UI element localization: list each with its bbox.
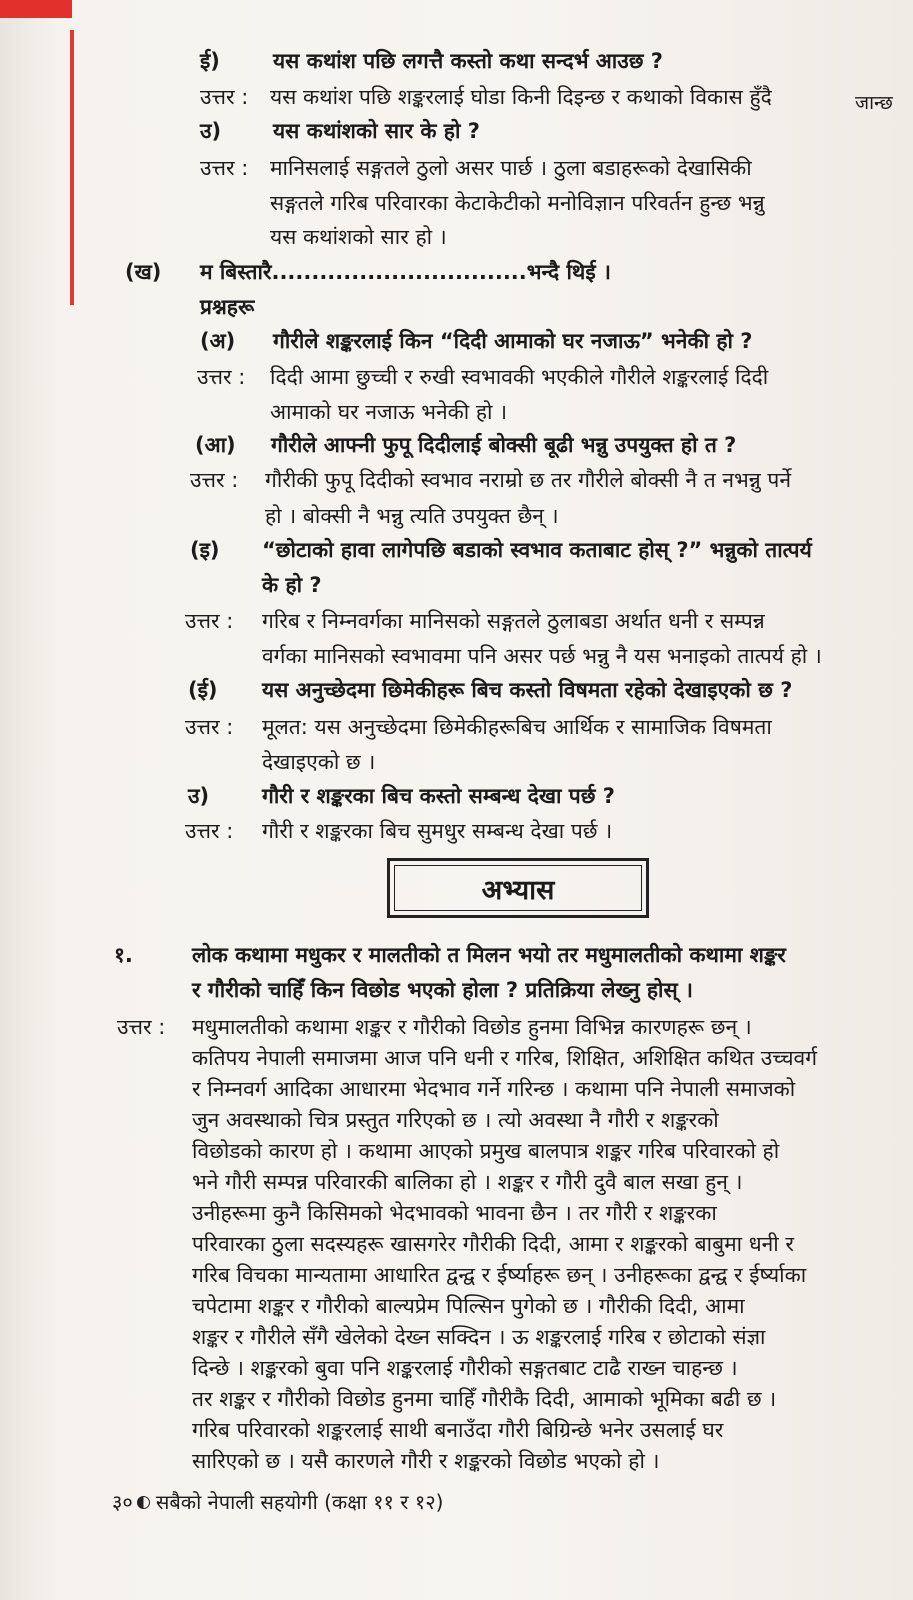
answer-text-tail: जान्छ (855, 92, 893, 114)
red-margin-line (70, 30, 74, 305)
question-label: उ) (188, 784, 210, 808)
answer-line: विछोडको कारण हो । कथामा आएको प्रमुख बालपात्र शङ्कर गरिब परिवारको हो (192, 1139, 780, 1163)
answer-line: दिन्छे । शङ्करको बुवा पनि शङ्करलाई गौरीको सङ्गतबाट टाढै राख्न चाहन्छ । (192, 1356, 738, 1380)
question-label: (आ) (195, 433, 236, 457)
page-footer (112, 1488, 443, 1515)
answer-line: मधुमालतीको कथामा शङ्कर र गौरीको विछोड हुनमा विभिन्न कारणहरू छन् । (192, 1015, 752, 1039)
answer-line: गरिब परिवारको शङ्करलाई साथी बनाउँदा गौरी बिग्रिन्छे भनेर उसलाई घर (192, 1418, 724, 1442)
answer-line: मूलत: यस अनुच्छेदमा छिमेकीहरूबिच आर्थिक र सामाजिक विषमता (262, 715, 772, 739)
section-label: (ख) (125, 260, 162, 284)
answer-line: परिवारका ठुला सदस्यहरू खासगरेर गौरीकी दिदी, आमा र शङ्करको बाबुमा धनी र (192, 1232, 795, 1256)
answer-line: आमाको घर नजाऊ भनेकी हो । (270, 400, 508, 424)
exercise-heading-box (387, 858, 649, 918)
answer-label: उत्तर : (190, 468, 239, 492)
answer-line: भने गौरी सम्पन्न परिवारकी बालिका हो । शङ्कर र गौरी दुवै बाल सखा हुन् । (192, 1170, 743, 1194)
answer-line: उनीहरूमा कुनै किसिमको भेदभावको भावना छैन । तर गौरी र शङ्करका (192, 1201, 717, 1225)
question-text: “छोटाको हावा लागेपछि बडाको स्वभाव कताबाट होस् ?” भन्नुको तात्पर्य (262, 538, 812, 562)
question-text: यस कथांशको सार के हो ? (273, 119, 480, 143)
answer-line: जुन अवस्थाको चित्र प्रस्तुत गरिएको छ । त्यो अवस्था नै गौरी र शङ्करको (192, 1108, 719, 1132)
answer-text: यस कथांश पछि शङ्करलाई घोडा किनी दिइन्छ र कथाको विकास हुँदै (270, 85, 772, 109)
book-title: सबैको नेपाली सहयोगी (कक्षा ११ र १२) (155, 1490, 444, 1514)
answer-label: उत्तर : (200, 156, 249, 180)
exercise-question-line: र गौरीको चाहिँ किन विछोड भएको होला ? प्रतिक्रिया लेख्नु होस् । (192, 978, 693, 1002)
answer-line: गरिब र निम्नवर्गका मानिसको सङ्गतले ठुलाबडा अर्थात धनी र सम्पन्न (262, 609, 765, 633)
answer-line: देखाइएको छ । (262, 750, 376, 774)
answer-line: गौरीकी फुपू दिदीको स्वभाव नराम्रो छ तर गौरीले बोक्सी नै त नभन्नु पर्ने (265, 468, 792, 492)
page-number: ३० (112, 1490, 133, 1514)
answer-line: र निम्नवर्ग आदिका आधारमा भेदभाव गर्ने गरिन्छ । कथामा पनि नेपाली समाजको (192, 1077, 796, 1101)
answer-line: चपेटामा शङ्कर र गौरीको बाल्यप्रेम पिल्सिन पुगेको छ । गौरीकी दिदी, आमा (192, 1294, 745, 1318)
answer-line: शङ्कर र गौरीले सँगै खेलेको देख्न सक्दिन । ऊ शङ्करलाई गरिब र छोटाको संज्ञा (192, 1325, 766, 1349)
question-label: ई) (200, 49, 220, 73)
answer-label: उत्तर : (117, 1015, 166, 1039)
answer-label: उत्तर : (185, 819, 234, 843)
answer-line: कतिपय नेपाली समाजमा आज पनि धनी र गरिब, शिक्षित, अशिक्षित कथित उच्चवर्ग (192, 1046, 818, 1070)
answer-line: यस कथांशको सार हो । (270, 225, 447, 249)
answer-line: तर शङ्कर र गौरीको विछोड हुनमा चाहिँ गौरीकै दिदी, आमाको भूमिका बढी छ । (192, 1387, 777, 1411)
answer-label: उत्तर : (185, 609, 234, 633)
question-label: (इ) (190, 538, 220, 562)
exercise-question-line: लोक कथामा मधुकर र मालतीको त मिलन भयो तर मधुमालतीको कथामा शङ्कर (192, 943, 786, 967)
question-text: गौरी र शङ्करका बिच कस्तो सम्बन्ध देखा पर्छ ? (262, 784, 615, 808)
question-label: उ) (200, 119, 222, 143)
question-text: गौरीले शङ्करलाई किन “दिदी आमाको घर नजाऊ” भनेकी हो ? (273, 329, 753, 353)
question-text: यस अनुच्छेदमा छिमेकीहरू बिच कस्तो विषमता रहेको देखाइएको छ ? (262, 678, 793, 702)
question-text: गौरीले आफ्नी फुपू दिदीलाई बोक्सी बूढी भन्नु उपयुक्त हो त ? (271, 433, 737, 457)
answer-line: वर्गका मानिसको स्वभावमा पनि असर पर्छ भन्नु नै यस भनाइको तात्पर्य हो । (262, 644, 822, 668)
exercise-question-number: १. (114, 943, 133, 967)
answer-line: दिदी आमा छुच्ची र रुखी स्वभावकी भएकीले गौरीले शङ्करलाई दिदी (270, 365, 769, 389)
red-edge-mark (0, 0, 72, 18)
answer-label: उत्तर : (200, 85, 249, 109)
half-circle-bullet-icon (137, 1496, 150, 1509)
answer-line: सङ्गतले गरिब परिवारका केटाकेटीको मनोविज्ञान परिवर्तन हुन्छ भन्नु (270, 191, 765, 215)
question-text: यस कथांश पछि लगत्तै कस्तो कथा सन्दर्भ आउछ ? (273, 49, 663, 73)
answer-line: गौरी र शङ्करका बिच सुमधुर सम्बन्ध देखा पर्छ । (262, 819, 613, 843)
question-text: के हो ? (262, 573, 322, 597)
question-label: (अ) (200, 329, 236, 353)
answer-line: सारिएको छ । यसै कारणले गौरी र शङ्करको विछोड भएको हो । (192, 1449, 660, 1473)
answer-line: गरिब विचका मान्यतामा आधारित द्वन्द्व र ईर्ष्याहरू छन् । उनीहरूका द्वन्द्व र ईर्ष्याका (192, 1263, 807, 1287)
question-label: (ई) (188, 678, 218, 702)
answer-line: मानिसलाई सङ्गतले ठुलो असर पार्छ । ठुला बडाहरूको देखासिकी (270, 156, 752, 180)
answer-label: उत्तर : (185, 715, 234, 739)
exercise-heading: अभ्यास (394, 865, 642, 911)
answer-line: हो । बोक्सी नै भन्नु त्यति उपयुक्त छैन् । (265, 504, 559, 528)
section-text: म बिस्तारै................................भन्दै थिई । (200, 260, 611, 284)
questions-heading: प्रश्नहरू (200, 295, 255, 319)
answer-label: उत्तर : (197, 365, 246, 389)
